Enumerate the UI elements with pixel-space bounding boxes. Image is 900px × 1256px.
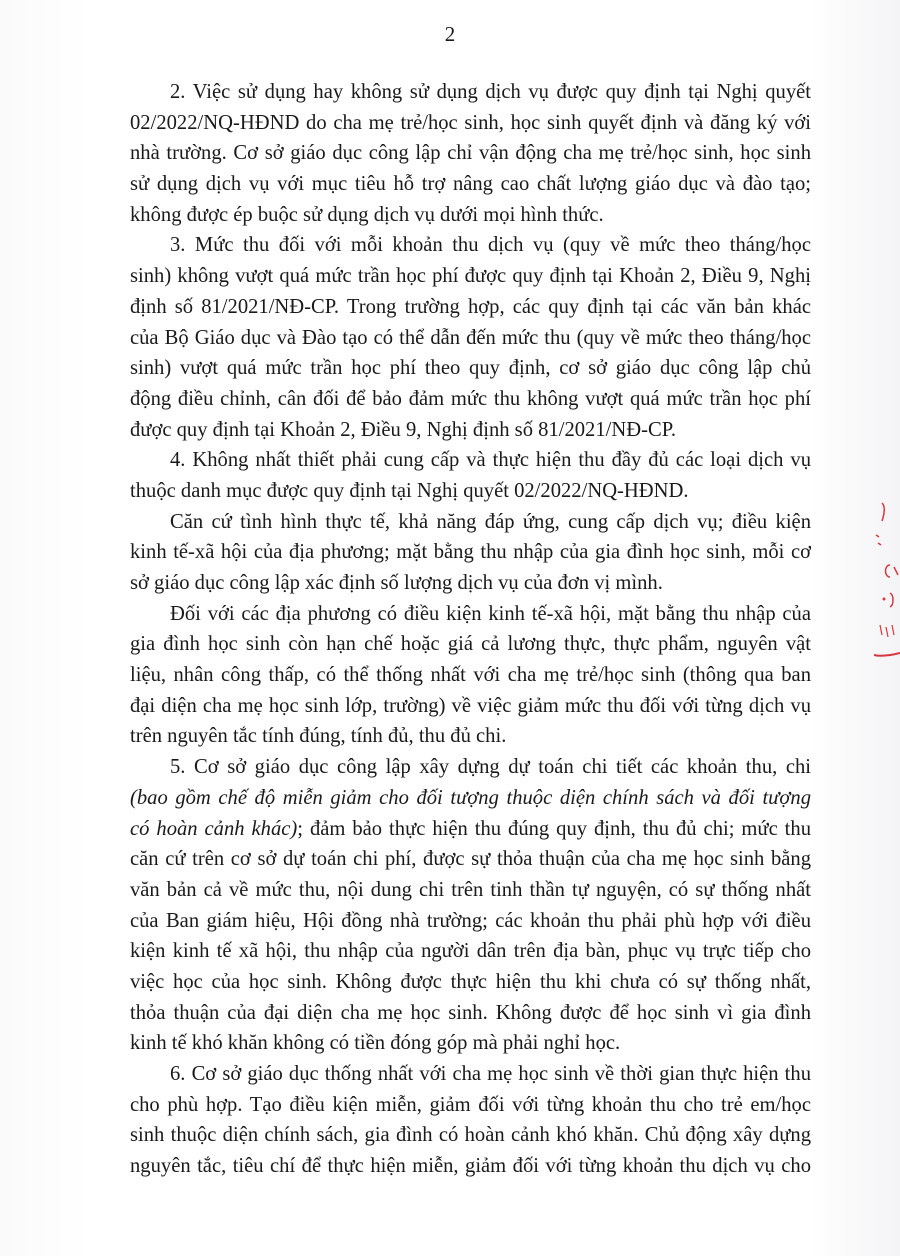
text-segment: sử dụng dịch vụ với mục tiêu hỗ trợ nâng cao chất lượng giáo dục và đào tạo; bbox=[130, 173, 811, 196]
text-line bbox=[130, 599, 811, 630]
text-segment: thỏa thuận của đại diện cha mẹ học sinh. Không được để học sinh vì gia đình bbox=[130, 1001, 811, 1024]
text-segment: căn cứ trên cơ sở dự toán chi phí, được sự thỏa thuận của cha mẹ học sinh bằng bbox=[130, 848, 811, 871]
text-segment: của Ban giám hiệu, Hội đồng nhà trường; các khoản thu phải phù hợp với điều bbox=[130, 909, 811, 932]
paragraph bbox=[130, 507, 811, 599]
text-segment: sinh thuộc diện chính sách, gia đình có hoàn cảnh khó khăn. Chủ động xây dựng bbox=[130, 1124, 811, 1147]
text-segment: cho phù hợp. Tạo điều kiện miễn, giảm đối với từng khoản thu cho trẻ em/học bbox=[130, 1093, 811, 1116]
text-segment: không được ép buộc sử dụng dịch vụ dưới mọi hình thức. bbox=[130, 203, 604, 226]
text-line bbox=[130, 660, 811, 691]
text-segment: 2. Việc sử dụng hay không sử dụng dịch vụ được quy định tại Nghị quyết bbox=[170, 81, 811, 103]
text-line bbox=[130, 108, 811, 139]
text-segment: sở giáo dục công lập xác định số lượng dịch vụ của đơn vị mình. bbox=[130, 572, 663, 594]
text-line bbox=[130, 1151, 811, 1182]
text-segment: Căn cứ tình hình thực tế, khả năng đáp ứng, cung cấp dịch vụ; điều kiện bbox=[170, 510, 811, 533]
text-segment: kinh tế-xã hội của địa phương; mặt bằng thu nhập của gia đình học sinh, mỗi cơ bbox=[130, 541, 811, 564]
text-segment: sinh) không vượt quá mức trần học phí được quy định tại Khoản 2, Điều 9, Nghị bbox=[130, 265, 811, 288]
text-line bbox=[130, 445, 811, 476]
text-line bbox=[130, 200, 811, 231]
text-segment: gia đình học sinh còn hạn chế hoặc giá cả lương thực, thực phẩm, nguyên vật bbox=[130, 633, 811, 656]
text-segment: 3. Mức thu đối với mỗi khoản thu dịch vụ (quy về mức theo tháng/học bbox=[170, 234, 811, 257]
text-line bbox=[130, 384, 811, 415]
text-segment: thuộc danh mục được quy định tại Nghị quyết 02/2022/NQ-HĐND. bbox=[130, 479, 689, 502]
text-segment: 4. Không nhất thiết phải cung cấp và thực hiện thu đầy đủ các loại dịch vụ bbox=[170, 449, 811, 472]
text-segment: đại diện cha mẹ học sinh lớp, trường) về việc giảm mức thu đối với từng dịch vụ bbox=[130, 694, 811, 717]
text-segment: động điều chỉnh, cân đối để bảo đảm mức thu không vượt quá mức trần học phí bbox=[130, 387, 811, 410]
text-line bbox=[130, 77, 811, 108]
text-segment: được quy định tại Khoản 2, Điều 9, Nghị định số 81/2021/NĐ-CP. bbox=[130, 418, 677, 441]
text-segment: liệu, nhân công thấp, có thể thống nhất với cha mẹ trẻ/học sinh (thông qua ban bbox=[130, 664, 811, 687]
paragraph bbox=[130, 752, 811, 1059]
text-line bbox=[130, 967, 811, 998]
text-line bbox=[130, 415, 811, 446]
text-segment: định số 81/2021/NĐ-CP. Trong trường hợp, các quy định tại các văn bản khác bbox=[130, 295, 811, 318]
text-line bbox=[130, 507, 811, 538]
paragraph bbox=[130, 230, 811, 445]
text-line bbox=[130, 1028, 811, 1059]
text-segment: kiện kinh tế xã hội, thu nhập của người dân trên địa bàn, phục vụ trực tiếp cho bbox=[130, 940, 811, 963]
text-segment: 02/2022/NQ-HĐND do cha mẹ trẻ/học sinh, học sinh quyết định và đăng ký với bbox=[130, 111, 811, 134]
italic-text: có hoàn cảnh khác) bbox=[130, 817, 298, 840]
text-line bbox=[130, 875, 811, 906]
text-segment: sinh) vượt quá mức trần học phí theo quy định, cơ sở giáo dục công lập chủ bbox=[130, 357, 811, 380]
text-line bbox=[130, 721, 811, 752]
paragraph bbox=[130, 77, 811, 230]
text-line bbox=[130, 323, 811, 354]
text-line bbox=[130, 1059, 811, 1090]
paragraph bbox=[130, 1059, 811, 1182]
text-line bbox=[130, 537, 811, 568]
text-line bbox=[130, 230, 811, 261]
text-segment: trên nguyên tắc tính đúng, tính đủ, thu đủ chi. bbox=[130, 725, 507, 748]
document-body bbox=[130, 77, 811, 1182]
page-number: 2 bbox=[444, 22, 456, 46]
text-segment: kinh tế khó khăn không có tiền đóng góp mà phải nghỉ học. bbox=[130, 1032, 621, 1055]
text-line bbox=[130, 1090, 811, 1121]
text-segment: nguyên tắc, tiêu chí để thực hiện miễn, giảm đối với từng khoản thu dịch vụ cho bbox=[130, 1155, 811, 1178]
text-segment: 6. Cơ sở giáo dục thống nhất với cha mẹ học sinh về thời gian thực hiện thu bbox=[170, 1063, 811, 1085]
text-line bbox=[130, 936, 811, 967]
text-line bbox=[130, 169, 811, 200]
paragraph bbox=[130, 599, 811, 752]
text-line bbox=[130, 844, 811, 875]
red-stamp-fragment bbox=[870, 495, 900, 665]
text-line bbox=[130, 629, 811, 660]
italic-text: (bao gồm chế độ miễn giảm cho đối tượng thuộc diện chính sách và đối tượng bbox=[130, 786, 811, 809]
text-line bbox=[130, 353, 811, 384]
text-segment: của Bộ Giáo dục và Đào tạo có thể dẫn đến mức thu (quy về mức theo tháng/học bbox=[130, 326, 811, 349]
text-segment: ; đảm bảo thực hiện thu đúng quy định, thu đủ chi; mức thu bbox=[297, 817, 811, 840]
text-segment: văn bản cả về mức thu, nội dung chi trên tinh thần tự nguyện, có sự thống nhất bbox=[130, 878, 811, 901]
text-segment: nhà trường. Cơ sở giáo dục công lập chỉ vận động cha mẹ trẻ/học sinh, học sinh bbox=[130, 142, 811, 165]
text-line bbox=[130, 261, 811, 292]
text-segment: 5. Cơ sở giáo dục công lập xây dựng dự toán chi tiết các khoản thu, chi bbox=[170, 756, 811, 779]
text-line bbox=[130, 906, 811, 937]
text-line bbox=[130, 138, 811, 169]
paragraph bbox=[130, 445, 811, 506]
text-line bbox=[130, 752, 811, 783]
text-line bbox=[130, 1120, 811, 1151]
text-line bbox=[130, 691, 811, 722]
text-line bbox=[130, 476, 811, 507]
text-segment: Đối với các địa phương có điều kiện kinh tế-xã hội, mặt bằng thu nhập của bbox=[170, 602, 811, 625]
text-line bbox=[130, 568, 811, 599]
text-line bbox=[130, 783, 811, 814]
text-line bbox=[130, 292, 811, 323]
text-line bbox=[130, 814, 811, 845]
text-segment: việc học của học sinh. Không được thực hiện thu khi chưa có sự thống nhất, bbox=[130, 970, 811, 993]
text-line bbox=[130, 998, 811, 1029]
